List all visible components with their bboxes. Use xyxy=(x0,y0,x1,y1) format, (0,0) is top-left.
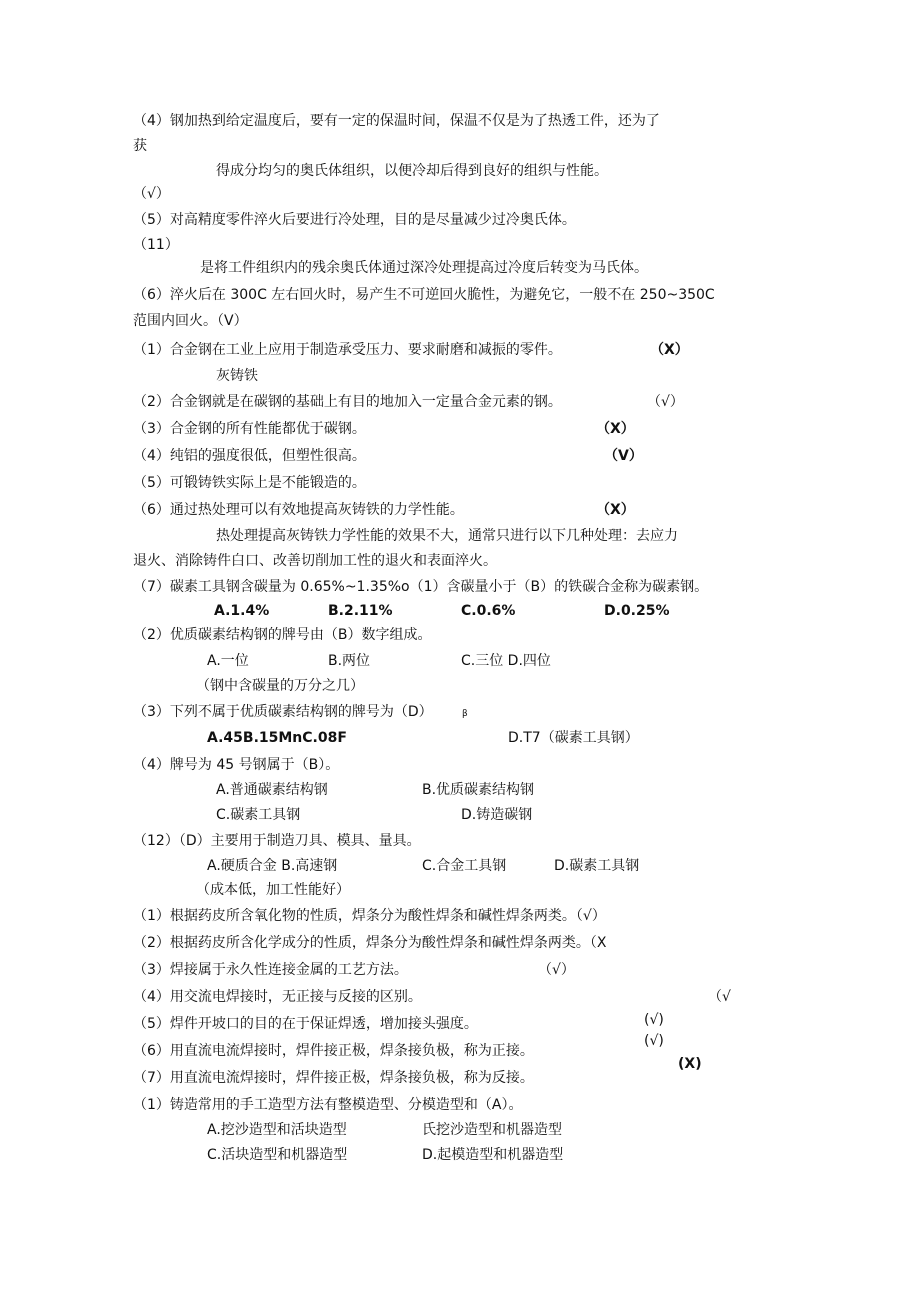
answer-mark: （V） xyxy=(604,448,643,464)
text-line: （4）用交流电焊接时，无正接与反接的区别。 xyxy=(133,989,422,1005)
text-line: （成本低，加工性能好） xyxy=(196,882,350,898)
text-line: （1）铸造常用的手工造型方法有整模造型、分模造型和（A）。 xyxy=(133,1097,523,1113)
text-line: （3）合金钢的所有性能都优于碳钢。 xyxy=(133,421,366,437)
option-b: B.两位 xyxy=(328,653,371,669)
text-line: （12）（D）主要用于制造刀具、模具、量具。 xyxy=(133,833,421,849)
text-line: （3）焊接属于永久性连接金属的工艺方法。 xyxy=(133,962,408,978)
option-c: C.合金工具钢 xyxy=(422,858,507,874)
answer-mark: （X） xyxy=(596,502,635,518)
text-line: （1）根据药皮所含氧化物的性质，焊条分为酸性焊条和碱性焊条两类。（√） xyxy=(133,908,606,924)
option-a: A.挖沙造型和活块造型 xyxy=(207,1122,347,1138)
text-line: 是将工件组织内的残余奥氏体通过深冷处理提高过冷度后转变为马氏体。 xyxy=(200,260,648,276)
text-line: （4）纯铝的强度很低，但塑性很高。 xyxy=(133,448,366,464)
answer-mark: （X） xyxy=(650,342,689,358)
option-b: 氏挖沙造型和机器造型 xyxy=(422,1122,562,1138)
text-line: 热处理提高灰铸铁力学性能的效果不大，通常只进行以下几种处理：去应力 xyxy=(216,528,678,544)
answer-mark: (√) xyxy=(644,1033,664,1049)
option-b: B.优质碳素结构钢 xyxy=(422,782,535,798)
text-line: （2）合金钢就是在碳钢的基础上有目的地加入一定量合金元素的钢。 xyxy=(133,394,562,410)
text-line: （11） xyxy=(133,237,179,253)
option-c: C.0.6% xyxy=(461,603,516,619)
text-line: （7）用直流电流焊接时，焊件接正极，焊条接负极，称为反接。 xyxy=(133,1070,534,1086)
text-line: （6）用直流电流焊接时，焊件接正极，焊条接负极，称为正接。 xyxy=(133,1043,534,1059)
text-line: 灰铸铁 xyxy=(216,368,258,384)
stray-mark: β xyxy=(462,709,468,719)
option-c: C.活块造型和机器造型 xyxy=(207,1147,348,1163)
text-line: 范围内回火。（V） xyxy=(133,313,248,329)
option-a-b-c: A.45B.15MnC.08F xyxy=(207,730,347,746)
answer-mark: （√ xyxy=(708,989,731,1005)
text-line: （6）通过热处理可以有效地提高灰铸铁的力学性能。 xyxy=(133,502,464,518)
text-line: 退火、消除铸件白口、改善切削加工性的退火和表面淬火。 xyxy=(133,553,497,569)
option-a: A.普通碳素结构钢 xyxy=(216,782,328,798)
text-line: （5）对高精度零件淬火后要进行冷处理，目的是尽量减少过冷奥氏体。 xyxy=(133,212,576,228)
answer-mark: （√） xyxy=(647,394,684,410)
option-b: B.2.11% xyxy=(328,603,393,619)
option-d: D.铸造碳钢 xyxy=(461,807,533,823)
text-line: （6）淬火后在 300C 左右回火时，易产生不可逆回火脆性，为避免它，一般不在 250~350C xyxy=(133,287,715,303)
text-line: （2）优质碳素结构钢的牌号由（B）数字组成。 xyxy=(133,627,432,643)
text-line: （4）牌号为 45 号钢属于（B）。 xyxy=(133,757,340,773)
text-line: （√） xyxy=(133,186,170,202)
option-c: C.碳素工具钢 xyxy=(216,807,301,823)
text-line: （2）根据药皮所含化学成分的性质，焊条分为酸性焊条和碱性焊条两类。（X xyxy=(133,935,607,951)
text-line: 得成分均匀的奥氏体组织，以便冷却后得到良好的组织与性能。 xyxy=(216,163,608,179)
text-line: （5）焊件开坡口的目的在于保证焊透，增加接头强度。 xyxy=(133,1016,478,1032)
text-line: 获 xyxy=(133,138,147,154)
option-a-b: A.硬质合金 B.高速钢 xyxy=(207,858,338,874)
text-line: （钢中含碳量的万分之几） xyxy=(196,678,364,694)
text-line: （7）碳素工具钢含碳量为 0.65%~1.35%o（1）含碳量小于（B）的铁碳合金称为碳素钢。 xyxy=(133,579,709,595)
answer-mark: (X) xyxy=(678,1056,702,1072)
option-a: A.1.4% xyxy=(214,603,270,619)
option-d: D.碳素工具钢 xyxy=(554,858,640,874)
option-d: D.T7（碳素工具钢） xyxy=(508,730,639,746)
text-line: （1）合金钢在工业上应用于制造承受压力、要求耐磨和减振的零件。 xyxy=(133,342,562,358)
answer-mark: (√) xyxy=(644,1012,664,1028)
text-line: （4）钢加热到给定温度后，要有一定的保温时间，保温不仅是为了热透工件，还为了 xyxy=(133,113,660,129)
option-d: D.0.25% xyxy=(604,603,670,619)
answer-mark: （X） xyxy=(596,421,635,437)
text-line: （5）可锻铸铁实际上是不能锻造的。 xyxy=(133,475,366,491)
option-d: D.起模造型和机器造型 xyxy=(422,1147,564,1163)
answer-mark: （√） xyxy=(538,962,575,978)
option-c-d: C.三位 D.四位 xyxy=(461,653,551,669)
text-line: （3）下列不属于优质碳素结构钢的牌号为（D） xyxy=(133,704,433,720)
option-a: A.一位 xyxy=(207,653,249,669)
